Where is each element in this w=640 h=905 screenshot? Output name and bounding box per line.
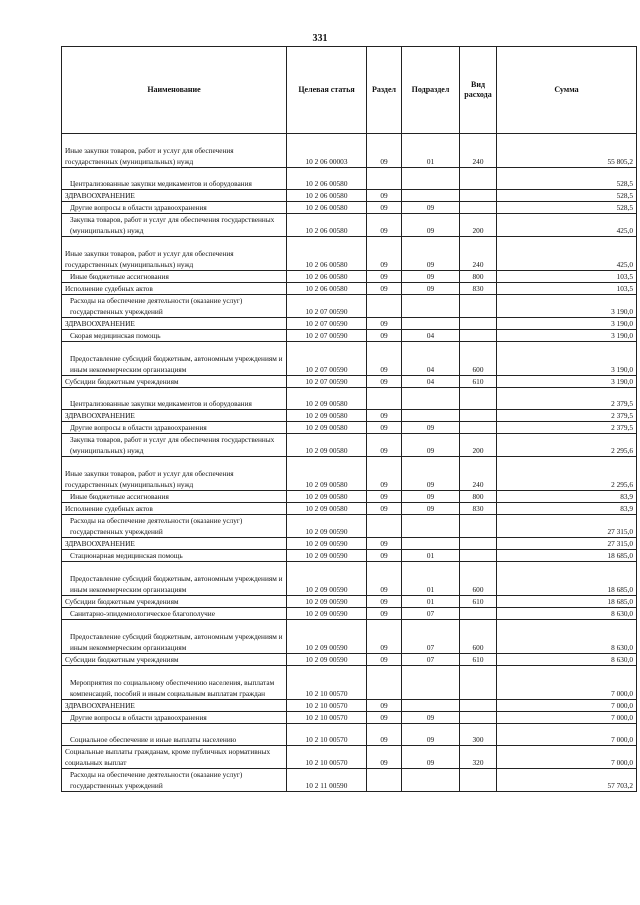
row-target-article: 10 2 09 00580 — [287, 422, 367, 434]
row-expense-type: 600 — [460, 342, 497, 376]
row-target-article: 10 2 06 00580 — [287, 283, 367, 295]
row-name: Другие вопросы в области здравоохранения — [62, 202, 287, 214]
row-target-article: 10 2 06 00580 — [287, 271, 367, 283]
row-subsection: 01 — [402, 562, 460, 596]
row-subsection — [402, 769, 460, 792]
row-name: Стационарная медицинская помощь — [62, 550, 287, 562]
table-row — [62, 608, 637, 620]
row-expense-type — [460, 410, 497, 422]
row-expense-type: 800 — [460, 491, 497, 503]
row-subsection — [402, 538, 460, 550]
row-subsection — [402, 515, 460, 538]
row-target-article: 10 2 09 00590 — [287, 654, 367, 666]
row-expense-type — [460, 168, 497, 190]
row-expense-type: 240 — [460, 237, 497, 271]
header-section: Раздел — [367, 47, 402, 134]
row-target-article: 10 2 09 00590 — [287, 596, 367, 608]
row-target-article: 10 2 10 00570 — [287, 700, 367, 712]
row-expense-type: 240 — [460, 134, 497, 168]
table-row — [62, 330, 637, 342]
table-row — [62, 376, 637, 388]
row-subsection: 09 — [402, 422, 460, 434]
row-expense-type: 300 — [460, 724, 497, 746]
row-amount: 3 190,0 — [497, 295, 637, 318]
page-number: 331 — [312, 33, 328, 44]
row-expense-type — [460, 318, 497, 330]
row-expense-type: 610 — [460, 596, 497, 608]
row-section: 09 — [367, 330, 402, 342]
table-row — [62, 410, 637, 422]
row-expense-type — [460, 666, 497, 700]
row-target-article: 10 2 07 00590 — [287, 342, 367, 376]
row-expense-type — [460, 202, 497, 214]
table-row — [62, 550, 637, 562]
row-name: Исполнение судебных актов — [62, 503, 287, 515]
row-target-article: 10 2 06 00003 — [287, 134, 367, 168]
row-section: 09 — [367, 538, 402, 550]
row-subsection: 01 — [402, 596, 460, 608]
table-row — [62, 538, 637, 550]
row-amount: 425,0 — [497, 214, 637, 237]
row-name: Мероприятия по социальному обеспечению населения, выплатам компенсаций, пособий и иным социальным выплатам граждан — [62, 666, 287, 700]
row-section: 09 — [367, 746, 402, 769]
row-section: 09 — [367, 214, 402, 237]
header-name: Наименование — [62, 47, 287, 134]
row-subsection: 09 — [402, 491, 460, 503]
row-subsection: 09 — [402, 271, 460, 283]
row-section: 09 — [367, 190, 402, 202]
row-subsection: 09 — [402, 434, 460, 457]
row-target-article: 10 2 09 00590 — [287, 562, 367, 596]
row-name: Предоставление субсидий бюджетным, автономным учреждениям и иным некоммерческим организациям — [62, 342, 287, 376]
row-amount: 7 000,0 — [497, 666, 637, 700]
row-amount: 8 630,0 — [497, 654, 637, 666]
row-section: 09 — [367, 608, 402, 620]
table-row — [62, 654, 637, 666]
row-section: 09 — [367, 503, 402, 515]
row-name: Субсидии бюджетным учреждениям — [62, 376, 287, 388]
row-amount: 425,0 — [497, 237, 637, 271]
row-target-article: 10 2 09 00580 — [287, 457, 367, 491]
row-expense-type — [460, 700, 497, 712]
row-section: 09 — [367, 134, 402, 168]
row-expense-type — [460, 515, 497, 538]
row-section — [367, 769, 402, 792]
row-target-article: 10 2 06 00580 — [287, 214, 367, 237]
row-amount: 7 000,0 — [497, 700, 637, 712]
row-name: Иные закупки товаров, работ и услуг для обеспечения государственных (муниципальных) нужд — [62, 134, 287, 168]
row-section: 09 — [367, 457, 402, 491]
row-expense-type: 200 — [460, 434, 497, 457]
row-section — [367, 168, 402, 190]
row-expense-type — [460, 388, 497, 410]
row-target-article: 10 2 09 00580 — [287, 410, 367, 422]
table-row — [62, 620, 637, 654]
row-target-article: 10 2 11 00590 — [287, 769, 367, 792]
row-target-article: 10 2 09 00580 — [287, 503, 367, 515]
row-amount: 103,5 — [497, 283, 637, 295]
row-subsection — [402, 388, 460, 410]
row-amount: 2 379,5 — [497, 422, 637, 434]
row-amount: 7 000,0 — [497, 746, 637, 769]
table-row — [62, 190, 637, 202]
row-name: Предоставление субсидий бюджетным, автономным учреждениям и иным некоммерческим организациям — [62, 620, 287, 654]
row-expense-type: 600 — [460, 620, 497, 654]
row-target-article: 10 2 07 00590 — [287, 376, 367, 388]
table-row — [62, 295, 637, 318]
row-amount: 3 190,0 — [497, 330, 637, 342]
row-section — [367, 388, 402, 410]
row-section: 09 — [367, 376, 402, 388]
row-subsection: 09 — [402, 457, 460, 491]
row-name: ЗДРАВООХРАНЕНИЕ — [62, 318, 287, 330]
row-amount: 18 685,0 — [497, 596, 637, 608]
row-subsection: 07 — [402, 608, 460, 620]
table-row — [62, 202, 637, 214]
row-name: Иные бюджетные ассигнования — [62, 271, 287, 283]
row-target-article: 10 2 09 00590 — [287, 620, 367, 654]
table-row — [62, 724, 637, 746]
row-name: Расходы на обеспечение деятельности (оказание услуг) государственных учреждений — [62, 295, 287, 318]
row-expense-type: 830 — [460, 503, 497, 515]
row-section: 09 — [367, 202, 402, 214]
row-section: 09 — [367, 654, 402, 666]
row-subsection — [402, 410, 460, 422]
row-subsection — [402, 666, 460, 700]
row-section: 09 — [367, 237, 402, 271]
row-subsection — [402, 190, 460, 202]
row-name: Иные бюджетные ассигнования — [62, 491, 287, 503]
row-name: Централизованные закупки медикаментов и оборудования — [62, 388, 287, 410]
row-name: Закупка товаров, работ и услуг для обеспечения государственных (муниципальных) нужд — [62, 214, 287, 237]
row-amount: 7 000,0 — [497, 712, 637, 724]
row-section — [367, 515, 402, 538]
row-subsection: 09 — [402, 712, 460, 724]
row-subsection: 07 — [402, 620, 460, 654]
row-subsection: 09 — [402, 214, 460, 237]
row-amount: 55 805,2 — [497, 134, 637, 168]
row-subsection: 09 — [402, 746, 460, 769]
row-subsection — [402, 318, 460, 330]
table-row — [62, 457, 637, 491]
table-row — [62, 596, 637, 608]
row-amount: 103,5 — [497, 271, 637, 283]
row-section: 09 — [367, 724, 402, 746]
row-section — [367, 295, 402, 318]
row-amount: 2 295,6 — [497, 457, 637, 491]
row-target-article: 10 2 06 00580 — [287, 237, 367, 271]
table-row — [62, 237, 637, 271]
row-name: Иные закупки товаров, работ и услуг для обеспечения государственных (муниципальных) нужд — [62, 457, 287, 491]
row-target-article: 10 2 09 00590 — [287, 550, 367, 562]
row-section: 09 — [367, 283, 402, 295]
row-name: Исполнение судебных актов — [62, 283, 287, 295]
row-section: 09 — [367, 550, 402, 562]
row-subsection: 09 — [402, 724, 460, 746]
row-target-article: 10 2 06 00580 — [287, 202, 367, 214]
row-expense-type: 240 — [460, 457, 497, 491]
row-name: Предоставление субсидий бюджетным, автономным учреждениям и иным некоммерческим организациям — [62, 562, 287, 596]
header-subsection: Подраздел — [402, 47, 460, 134]
row-expense-type — [460, 769, 497, 792]
row-amount: 2 379,5 — [497, 410, 637, 422]
row-section: 09 — [367, 422, 402, 434]
table-row — [62, 515, 637, 538]
row-name: Иные закупки товаров, работ и услуг для обеспечения государственных (муниципальных) нужд — [62, 237, 287, 271]
table-row — [62, 746, 637, 769]
row-amount: 528,5 — [497, 190, 637, 202]
row-subsection: 09 — [402, 202, 460, 214]
table-row — [62, 769, 637, 792]
table-row — [62, 491, 637, 503]
row-amount: 2 379,5 — [497, 388, 637, 410]
row-target-article: 10 2 10 00570 — [287, 712, 367, 724]
table-row — [62, 422, 637, 434]
row-name: ЗДРАВООХРАНЕНИЕ — [62, 538, 287, 550]
row-amount: 528,5 — [497, 168, 637, 190]
table-row — [62, 503, 637, 515]
header-expense-type: Вид расхода — [460, 47, 497, 134]
row-section: 09 — [367, 596, 402, 608]
row-name: Скорая медицинская помощь — [62, 330, 287, 342]
row-name: ЗДРАВООХРАНЕНИЕ — [62, 700, 287, 712]
row-expense-type: 600 — [460, 562, 497, 596]
row-expense-type: 320 — [460, 746, 497, 769]
row-subsection: 09 — [402, 283, 460, 295]
header-amount: Сумма — [497, 47, 637, 134]
row-section: 09 — [367, 271, 402, 283]
row-expense-type: 610 — [460, 376, 497, 388]
row-section — [367, 666, 402, 700]
table-row — [62, 700, 637, 712]
row-subsection: 04 — [402, 342, 460, 376]
table-row — [62, 388, 637, 410]
row-target-article: 10 2 09 00580 — [287, 491, 367, 503]
row-expense-type — [460, 422, 497, 434]
table-row — [62, 271, 637, 283]
row-subsection — [402, 700, 460, 712]
row-target-article: 10 2 09 00590 — [287, 608, 367, 620]
row-name: ЗДРАВООХРАНЕНИЕ — [62, 190, 287, 202]
row-target-article: 10 2 06 00580 — [287, 190, 367, 202]
row-expense-type — [460, 190, 497, 202]
row-section: 09 — [367, 342, 402, 376]
row-amount: 2 295,6 — [497, 434, 637, 457]
budget-table — [61, 46, 637, 792]
row-amount: 27 315,0 — [497, 538, 637, 550]
row-section: 09 — [367, 700, 402, 712]
row-expense-type: 610 — [460, 654, 497, 666]
row-section: 09 — [367, 491, 402, 503]
row-expense-type — [460, 295, 497, 318]
row-expense-type — [460, 538, 497, 550]
row-name: Закупка товаров, работ и услуг для обеспечения государственных (муниципальных) нужд — [62, 434, 287, 457]
row-name: Расходы на обеспечение деятельности (оказание услуг) государственных учреждений — [62, 769, 287, 792]
row-expense-type: 200 — [460, 214, 497, 237]
row-target-article: 10 2 10 00570 — [287, 666, 367, 700]
row-subsection: 07 — [402, 654, 460, 666]
row-amount: 8 630,0 — [497, 620, 637, 654]
row-target-article: 10 2 10 00570 — [287, 746, 367, 769]
row-section: 09 — [367, 434, 402, 457]
table-row — [62, 134, 637, 168]
row-name: Субсидии бюджетным учреждениям — [62, 596, 287, 608]
row-section: 09 — [367, 410, 402, 422]
row-expense-type — [460, 712, 497, 724]
row-subsection: 09 — [402, 503, 460, 515]
table-row — [62, 168, 637, 190]
row-target-article: 10 2 09 00590 — [287, 538, 367, 550]
row-target-article: 10 2 07 00590 — [287, 330, 367, 342]
row-subsection: 04 — [402, 330, 460, 342]
row-target-article: 10 2 06 00580 — [287, 168, 367, 190]
row-amount: 83,9 — [497, 503, 637, 515]
row-target-article: 10 2 09 00580 — [287, 434, 367, 457]
row-name: Социальные выплаты гражданам, кроме публичных нормативных социальных выплат — [62, 746, 287, 769]
row-target-article: 10 2 07 00590 — [287, 295, 367, 318]
row-expense-type — [460, 330, 497, 342]
table-row — [62, 318, 637, 330]
row-expense-type — [460, 550, 497, 562]
row-expense-type: 800 — [460, 271, 497, 283]
row-name: Централизованные закупки медикаментов и оборудования — [62, 168, 287, 190]
row-section: 09 — [367, 562, 402, 596]
row-name: Расходы на обеспечение деятельности (оказание услуг) государственных учреждений — [62, 515, 287, 538]
row-subsection: 01 — [402, 550, 460, 562]
row-amount: 83,9 — [497, 491, 637, 503]
table-row — [62, 434, 637, 457]
row-amount: 18 685,0 — [497, 562, 637, 596]
table-row — [62, 283, 637, 295]
row-section: 09 — [367, 318, 402, 330]
row-name: ЗДРАВООХРАНЕНИЕ — [62, 410, 287, 422]
row-section: 09 — [367, 712, 402, 724]
row-subsection — [402, 168, 460, 190]
row-expense-type: 830 — [460, 283, 497, 295]
row-amount: 3 190,0 — [497, 318, 637, 330]
row-target-article: 10 2 09 00590 — [287, 515, 367, 538]
row-target-article: 10 2 09 00580 — [287, 388, 367, 410]
row-name: Другие вопросы в области здравоохранения — [62, 422, 287, 434]
row-name: Санитарно-эпидемиологическое благополучие — [62, 608, 287, 620]
row-name: Другие вопросы в области здравоохранения — [62, 712, 287, 724]
row-expense-type — [460, 608, 497, 620]
row-target-article: 10 2 10 00570 — [287, 724, 367, 746]
header-row — [62, 47, 637, 134]
row-name: Субсидии бюджетным учреждениям — [62, 654, 287, 666]
row-amount: 7 000,0 — [497, 724, 637, 746]
row-subsection: 01 — [402, 134, 460, 168]
row-name: Социальное обеспечение и иные выплаты населению — [62, 724, 287, 746]
table-row — [62, 666, 637, 700]
row-amount: 8 630,0 — [497, 608, 637, 620]
row-amount: 27 315,0 — [497, 515, 637, 538]
header-target-article: Целевая статья — [287, 47, 367, 134]
row-section: 09 — [367, 620, 402, 654]
table-body — [62, 134, 637, 792]
row-amount: 528,5 — [497, 202, 637, 214]
row-subsection — [402, 295, 460, 318]
table-header — [62, 47, 637, 134]
table-row — [62, 712, 637, 724]
table-row — [62, 562, 637, 596]
row-amount: 57 703,2 — [497, 769, 637, 792]
row-amount: 3 190,0 — [497, 342, 637, 376]
table-row — [62, 214, 637, 237]
row-subsection: 04 — [402, 376, 460, 388]
row-target-article: 10 2 07 00590 — [287, 318, 367, 330]
row-amount: 3 190,0 — [497, 376, 637, 388]
table-row — [62, 342, 637, 376]
row-subsection: 09 — [402, 237, 460, 271]
row-amount: 18 685,0 — [497, 550, 637, 562]
